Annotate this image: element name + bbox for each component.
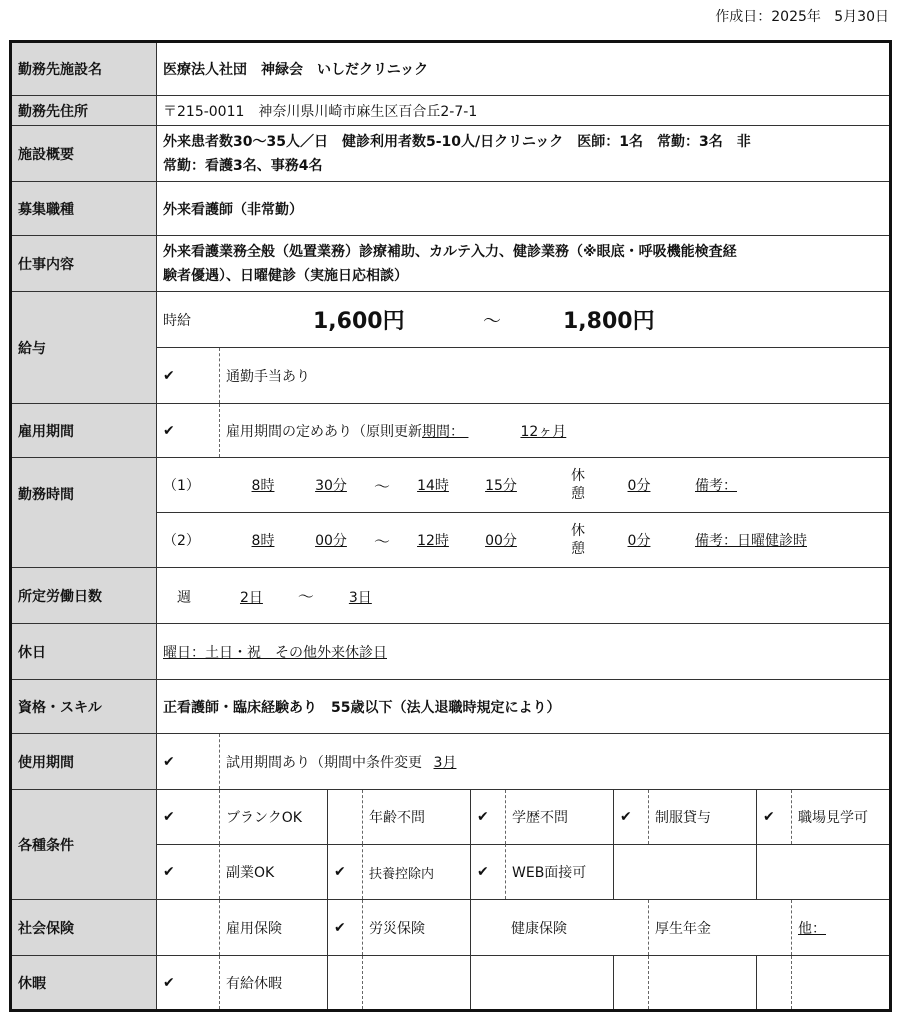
row-conditions [11,790,891,900]
overview-line2: 常勤：看護3名、事務4名 [163,157,323,174]
cond-web-text: WEB面接可 [505,844,613,899]
duties-value [157,236,891,292]
ins-other-text [791,900,889,955]
leave-text: 有給休暇 [219,956,327,1009]
shift-1-note: 備考： [695,478,737,494]
row-facility-name [11,42,891,96]
overview-value [157,126,891,182]
leave-check-icon: ✔ [163,974,175,991]
position-label: 募集職種 [11,182,157,236]
ins-health-check-icon [470,900,505,955]
row-employment-period [11,404,891,458]
ins-pension-text: 厚生年金 [648,900,756,955]
shift-1-start-hour: 8時 [251,478,275,494]
cond-education-check-icon: ✔ [470,790,505,844]
facility-name-value: 医療法人社団 神緑会 いしだクリニック [157,42,891,96]
cond-uniform-text: 制服貸与 [648,790,756,844]
leave-empty-4 [505,956,613,1009]
leave-empty-6 [648,956,756,1009]
qualifications-label: 資格・スキル [11,680,157,734]
shift-2-tilde: 〜 [373,531,390,551]
employment-period-field-value: 12ヶ月 [520,423,567,440]
cond-empty-2 [756,844,889,899]
overview-line1: 外来患者数30〜35人／日 健診利用者数5-10人/日クリニック 医師：1名 常勤：3名 非 [163,133,751,150]
cond-dependent-check-icon: ✔ [327,844,362,899]
created-date [715,6,889,26]
row-address [11,96,891,126]
work-days-content [157,568,891,624]
holidays-value: 曜日：土日・祝 その他外来休診日 [163,644,387,661]
trial-value: 3月 [433,754,457,771]
work-days-week: 週 [177,590,191,606]
position-value: 外来看護師（非常勤） [157,182,891,236]
cond-sidejob-text: 副業OK [219,844,327,899]
work-days-max: 3日 [348,590,372,606]
leave-empty-7 [756,956,791,1009]
shift-1-break-label-2: 憩 [571,486,585,502]
row-qualifications [11,680,891,734]
cond-age-text: 年齢不問 [362,790,470,844]
overview-label: 施設概要 [11,126,157,182]
cond-tour-text: 職場見学可 [791,790,889,844]
salary-tilde: 〜 [483,310,501,332]
shift-1-tilde: 〜 [373,476,390,496]
leave-empty-5 [613,956,648,1009]
conditions-label: 各種条件 [11,790,157,900]
employment-period-content [157,404,891,458]
cond-blank-check-icon: ✔ [163,809,175,825]
row-leave [11,956,891,1011]
work-hours-content [157,458,891,568]
work-hours-label: 勤務時間 [11,458,157,568]
row-trial [11,734,891,790]
cond-dependent-text: 扶養控除内 [362,844,470,899]
leave-empty-1 [327,956,362,1009]
employment-period-desc: 雇用期間の定めあり（原則更新 [226,423,422,440]
ins-accident-check-icon: ✔ [327,900,362,955]
shift-1-break: 0分 [627,478,651,494]
employment-period-label: 雇用期間 [11,404,157,458]
trial-desc: 試用期間あり（期間中条件変更 [226,754,422,771]
created-date-label: 作成日： [715,9,772,25]
ins-health-text: 健康保険 [511,920,567,937]
created-date-day: 5月30日 [834,9,889,25]
ins-other-label: 他： [798,920,826,937]
address-label: 勤務先住所 [11,96,157,126]
employment-period-field-label: 期間： [422,423,464,440]
trial-content [157,734,891,790]
shift-2-note: 備考：日曜健診時 [695,533,807,549]
shift-2-break: 0分 [627,533,651,549]
insurance-content [157,900,891,956]
shift-2-no: （2） [163,533,200,549]
facility-name-label: 勤務先施設名 [11,42,157,96]
ins-accident-text: 労災保険 [362,900,470,955]
cond-uniform-check-icon: ✔ [613,790,648,844]
leave-empty-3 [470,956,505,1009]
shift-2-start-min: 00分 [315,533,347,549]
shift-2-break-label [571,522,595,558]
shift-1-no: （1） [163,478,200,494]
created-date-year: 2025年 [771,9,821,25]
salary-min: 1,600円 [313,309,405,334]
work-days-label: 所定労働日数 [11,568,157,624]
cond-sidejob-check-icon: ✔ [157,844,219,899]
holidays-content [157,624,891,680]
ins-employment-check-icon [157,900,219,955]
row-position [11,182,891,236]
salary-range [157,292,889,347]
leave-empty-2 [362,956,470,1009]
address-value: 〒215-0011 神奈川県川崎市麻生区百合丘2-7-1 [157,96,891,126]
duties-line2: 験者優遇）、日曜健診（実施日応相談） [163,267,408,284]
allowance-check-icon: ✔ [163,367,175,384]
job-listing-table [9,40,892,1012]
ins-other-check-icon [756,900,791,955]
shift-1-end-hour: 14時 [417,478,449,494]
salary-type: 時給 [163,312,191,329]
row-work-hours [11,458,891,568]
shift-1-break-label [571,467,595,503]
trial-check-icon: ✔ [163,753,175,770]
cond-blank-text: ブランクOK [219,790,327,844]
duties-label: 仕事内容 [11,236,157,292]
shift-2-start-hour: 8時 [251,533,275,549]
work-days-tilde: 〜 [297,587,314,606]
shift-1-end-min: 15分 [485,478,517,494]
trial-label: 使用期間 [11,734,157,790]
trial-text [219,734,889,789]
employment-period-field [422,421,582,441]
qualifications-value: 正看護師・臨床経験あり 55歳以下（法人退職時規定により） [157,680,891,734]
row-overview [11,126,891,182]
row-insurance [11,900,891,956]
employment-period-text [219,404,889,457]
shift-2-end-hour: 12時 [417,533,449,549]
allowance-text: 通勤手当あり [219,348,889,403]
shift-2-break-label-1: 休 [571,523,585,539]
cond-age-check-icon [327,790,362,844]
cond-education-text: 学歴不問 [505,790,613,844]
salary-label: 給与 [11,292,157,404]
ins-employment-text: 雇用保険 [219,900,327,955]
employment-check-icon: ✔ [163,422,175,439]
shift-2-break-label-2: 憩 [571,541,585,557]
work-hours-row-2 [157,512,889,567]
work-days-min: 2日 [239,590,263,606]
row-holidays [11,624,891,680]
salary-max: 1,800円 [563,309,655,334]
row-work-days [11,568,891,624]
salary-content [157,292,891,404]
duties-line1: 外来看護業務全般（処置業務）診療補助、カルテ入力、健診業務（※眼底・呼吸機能検査経 [163,243,737,260]
cond-tour-check-icon: ✔ [756,790,791,844]
shift-2-end-min: 00分 [485,533,517,549]
conditions-content [157,790,891,900]
holidays-label: 休日 [11,624,157,680]
leave-content [157,956,891,1011]
salary-allowance-row [157,347,889,403]
insurance-label: 社会保険 [11,900,157,956]
shift-1-break-label-1: 休 [571,468,585,484]
leave-empty-8 [791,956,889,1009]
row-salary [11,292,891,404]
ins-pension-check-icon [613,900,648,955]
work-hours-row-1 [157,458,889,512]
leave-label: 休暇 [11,956,157,1011]
shift-1-start-min: 30分 [315,478,347,494]
cond-empty-1 [613,844,756,899]
cond-web-check-icon: ✔ [470,844,505,899]
row-duties [11,236,891,292]
